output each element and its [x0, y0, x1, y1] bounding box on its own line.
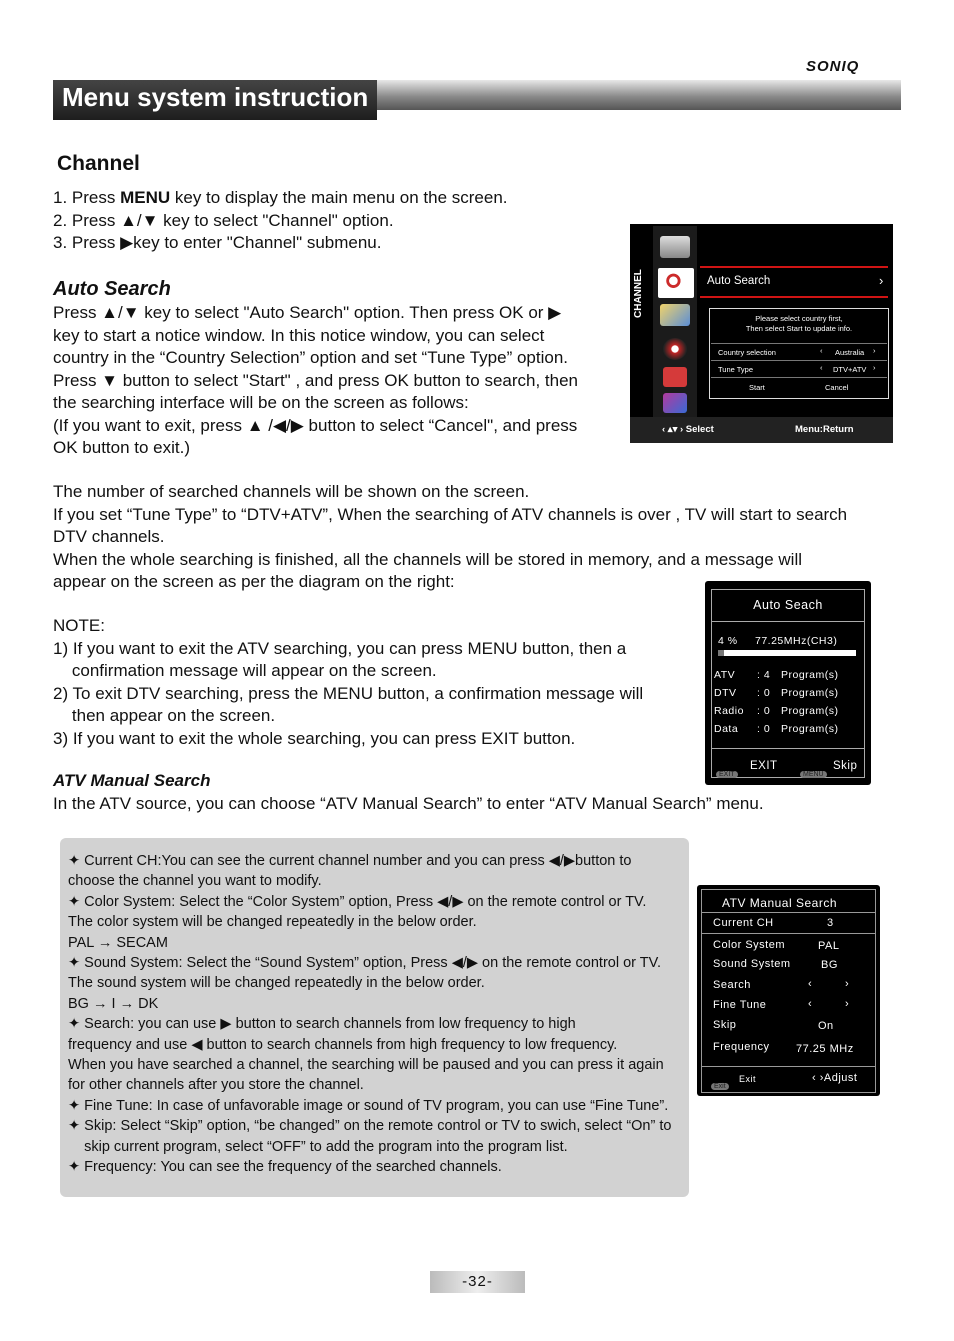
- tune-type-value: DTV+ATV: [833, 365, 867, 374]
- info-line: ✦ Current CH:You can see the current channel number and you can press ◀/▶button to: [68, 853, 632, 869]
- tune-type-label[interactable]: Tune Type: [718, 365, 754, 374]
- skip-button[interactable]: Skip: [833, 760, 858, 772]
- chevron-right-icon: ›: [879, 273, 884, 288]
- radio-label: Radio: [714, 705, 744, 717]
- frequency-label: Frequency: [713, 1041, 770, 1053]
- menu-item-auto-search[interactable]: Auto Search: [707, 275, 771, 287]
- atv-unit: Program(s): [781, 669, 839, 681]
- data-label: Data: [714, 723, 739, 735]
- info-line: BG → I → DK: [68, 995, 159, 1012]
- chevron-left-icon[interactable]: ‹: [820, 346, 823, 355]
- info-line: ✦ Sound System: Select the “Sound System” option, Press ◀/▶ on the remote control or TV.: [68, 955, 661, 972]
- radio-unit: Program(s): [781, 705, 839, 717]
- text-line: appear on the screen as per the diagram on the right:: [53, 572, 455, 591]
- info-line: PAL → SECAM: [68, 934, 168, 951]
- exit-button[interactable]: EXIT: [750, 760, 778, 772]
- chevron-left-icon[interactable]: ‹: [820, 363, 823, 372]
- atv-manual-search-screenshot: [697, 885, 880, 1096]
- dtv-count: : 0: [757, 687, 771, 699]
- chevron-right-icon[interactable]: ›: [873, 363, 876, 372]
- channel-step-2: 2. Press ▲/▼ key to select "Channel" option.: [53, 211, 394, 230]
- sound-system-value: BG: [821, 959, 838, 971]
- text-line: Press ▼ button to select "Start" , and press OK button to search, then: [53, 370, 578, 390]
- info-line: frequency and use ◀ button to search channels from high frequency to low frequency.: [68, 1036, 618, 1053]
- body-text: [53, 481, 847, 594]
- country-selection-value: Australia: [835, 348, 865, 357]
- time-icon[interactable]: [663, 367, 687, 387]
- radio-count: : 0: [757, 705, 771, 717]
- adjust-hint: ‹ ›Adjust: [812, 1072, 858, 1084]
- notice-window: [709, 308, 889, 399]
- search-left-arrow-icon[interactable]: ‹: [808, 978, 813, 990]
- info-line: The color system will be changed repeatedly in the below order.: [68, 914, 477, 931]
- channel-side-label: CHANNEL: [633, 269, 644, 318]
- text-line: When the whole searching is finished, all the channels will be stored in memory, and a message will: [53, 549, 803, 569]
- text-line: The number of searched channels will be shown on the screen.: [53, 482, 530, 501]
- atv-manual-title: ATV Manual Search: [722, 896, 837, 910]
- channel-step-1: 1. Press MENU key to display the main menu on the screen.: [53, 188, 508, 207]
- text-line: (If you want to exit, press ▲ /◀/▶ button to select “Cancel", and press: [53, 415, 578, 435]
- atv-count: : 4: [757, 669, 771, 681]
- fine-tune-left-arrow-icon[interactable]: ‹: [808, 998, 813, 1010]
- info-line: When you have searched a channel, the searching will be paused and you can press it again: [68, 1057, 664, 1074]
- channel-step-3: 3. Press ▶key to enter "Channel" submenu.: [53, 233, 382, 252]
- note-line: 2) To exit DTV searching, press the MENU button, a confirmation message will: [53, 683, 644, 703]
- info-line: ✦ Skip: Select “Skip” option, “be changed” on the remote control or TV to swich, select “On” to: [68, 1118, 672, 1135]
- color-system-label[interactable]: Color System: [713, 939, 786, 951]
- text-line: key to start a notice window. In this notice window, you can select: [53, 325, 545, 345]
- country-selection-label[interactable]: Country selection: [718, 348, 776, 357]
- highlight-line-top: [700, 266, 888, 268]
- page-title: Menu system instruction: [62, 82, 369, 112]
- chevron-right-icon[interactable]: ›: [873, 346, 876, 355]
- fine-tune-label[interactable]: Fine Tune: [713, 999, 767, 1011]
- skip-value: On: [818, 1020, 834, 1032]
- notice-line-2: Then select Start to update info.: [745, 324, 853, 333]
- search-progress-bar: [718, 650, 856, 656]
- divider: [702, 912, 875, 913]
- channel-heading: Channel: [57, 152, 140, 175]
- info-line: skip current program, select “OFF” to add the program into the program list.: [68, 1138, 568, 1155]
- menu-key-badge: MENU: [800, 763, 827, 781]
- data-count: : 0: [757, 723, 771, 735]
- text-line: the searching interface will be on the screen as follows:: [53, 393, 469, 412]
- auto-search-text: [53, 302, 578, 460]
- highlight-line-bottom: [700, 296, 888, 298]
- program-labels: [714, 666, 744, 738]
- divider: [702, 933, 875, 934]
- divider: [711, 360, 887, 361]
- program-units: [781, 666, 839, 738]
- start-button[interactable]: Start: [749, 383, 765, 392]
- note-title: NOTE:: [53, 616, 105, 635]
- divider: [711, 343, 887, 344]
- current-ch-label[interactable]: Current CH: [713, 917, 774, 929]
- info-line: for other channels after you store the channel.: [68, 1077, 364, 1094]
- text-line: Press ▲/▼ key to select "Auto Search" option. Then press OK or ▶: [53, 303, 562, 322]
- text-line: If you set “Tune Type” to “DTV+ATV”, When the searching of ATV channels is over , TV will start to search: [53, 504, 848, 524]
- sound-icon[interactable]: [663, 338, 687, 360]
- notice-line-1: Please select country first,: [755, 314, 843, 323]
- search-progress-fill: [718, 650, 724, 656]
- nav-select-hint: ‹ ▴▾ › Select: [662, 424, 714, 435]
- exit-button[interactable]: Exit: [739, 1074, 757, 1084]
- info-line: choose the channel you want to modify.: [68, 873, 322, 890]
- auto-search-title: Auto Seach: [753, 598, 823, 612]
- note-line: 1) If you want to exit the ATV searching, you can press MENU button, then a: [53, 638, 627, 658]
- auto-search-panel: [711, 589, 865, 778]
- info-box-text: [68, 851, 671, 1178]
- picture-icon[interactable]: [660, 304, 690, 326]
- sound-system-label[interactable]: Sound System: [713, 958, 791, 970]
- exit-key-badge: EXIT: [716, 763, 738, 781]
- atv-manual-intro: In the ATV source, you can choose “ATV Manual Search” to enter “ATV Manual Search” menu.: [53, 794, 764, 813]
- search-right-arrow-icon[interactable]: ›: [845, 978, 850, 990]
- note-section: [53, 615, 643, 750]
- divider: [712, 748, 864, 749]
- search-label[interactable]: Search: [713, 979, 751, 991]
- skip-label[interactable]: Skip: [713, 1019, 737, 1031]
- divider: [712, 621, 864, 622]
- dtv-label: DTV: [714, 687, 737, 699]
- auto-search-heading: Auto Search: [53, 278, 171, 300]
- info-line: ✦ Fine Tune: In case of unfavorable image or sound of TV program, you can use “Fine Tune”.: [68, 1097, 669, 1114]
- info-line: ✦ Frequency: You can see the frequency of the searched channels.: [68, 1159, 502, 1176]
- atv-label: ATV: [714, 669, 736, 681]
- note-line: then appear on the screen.: [53, 706, 276, 725]
- color-system-value: PAL: [818, 940, 840, 952]
- program-counts: [757, 666, 770, 738]
- setup-icon[interactable]: [663, 393, 687, 413]
- note-line: 3) If you want to exit the whole searching, you can press EXIT button.: [53, 728, 576, 748]
- cancel-button[interactable]: Cancel: [825, 383, 849, 392]
- info-line: ✦ Color System: Select the “Color System” option, Press ◀/▶ on the remote control or TV.: [68, 893, 647, 910]
- search-percent: 4 %: [718, 635, 738, 647]
- search-frequency: 77.25MHz(CH3): [755, 635, 838, 647]
- page-number: -32-: [430, 1271, 525, 1293]
- note-line: confirmation message will appear on the screen.: [53, 661, 437, 680]
- dtv-unit: Program(s): [781, 687, 839, 699]
- atv-manual-panel: [701, 889, 876, 1093]
- divider: [711, 377, 887, 378]
- text-line: DTV channels.: [53, 527, 165, 546]
- info-line: The sound system will be changed repeatedly in the below order.: [68, 975, 485, 992]
- text-line: OK button to exit.): [53, 438, 191, 457]
- info-line: ✦ Search: you can use ▶ button to search channels from low frequency to high: [68, 1016, 576, 1033]
- brand-logo: SONIQ: [806, 58, 860, 75]
- exit-key-badge: Exit: [711, 1075, 729, 1093]
- data-unit: Program(s): [781, 723, 839, 735]
- navigation-bar: [630, 417, 893, 443]
- fine-tune-right-arrow-icon[interactable]: ›: [845, 998, 850, 1010]
- divider: [702, 1066, 875, 1067]
- search-icon[interactable]: [663, 272, 689, 294]
- text-line: country in the “Country Selection” option and set “Tune Type” option.: [53, 348, 569, 367]
- atv-manual-heading: ATV Manual Search: [53, 771, 211, 790]
- channel-menu-screenshot: [630, 224, 893, 443]
- picture-tools-icon[interactable]: [660, 236, 690, 258]
- frequency-value: 77.25 MHz: [796, 1043, 854, 1055]
- auto-search-screenshot: [705, 581, 871, 785]
- current-ch-value: 3: [827, 917, 834, 929]
- nav-return-hint: Menu:Return: [795, 424, 854, 435]
